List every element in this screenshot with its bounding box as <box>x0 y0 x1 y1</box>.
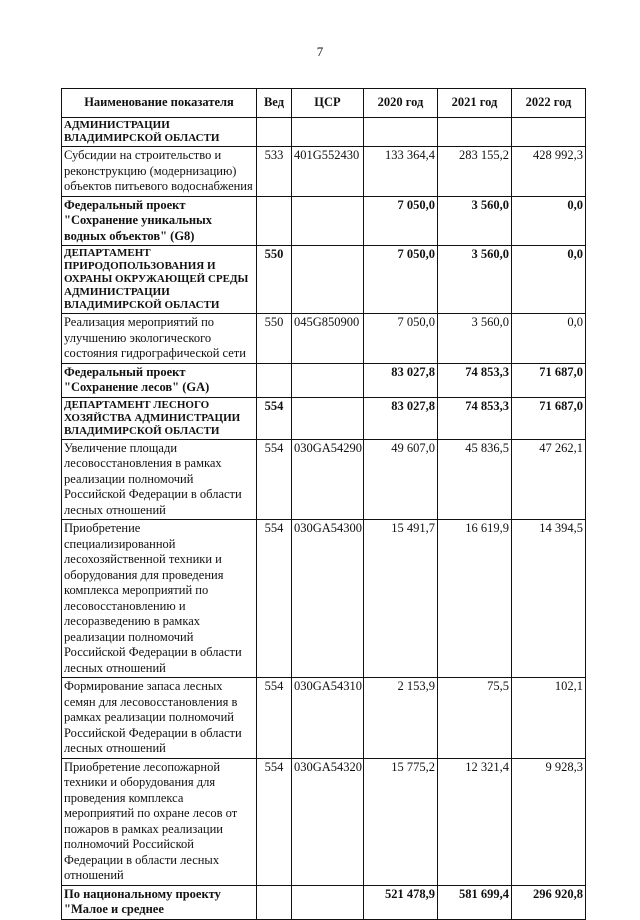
page-number: 7 <box>316 44 324 59</box>
row-2022: 71 687,0 <box>512 397 586 439</box>
row-2021: 3 560,0 <box>438 314 512 364</box>
row-ved: 554 <box>257 758 292 885</box>
row-2022: 47 262,1 <box>512 439 586 520</box>
row-2020: 7 050,0 <box>364 196 438 246</box>
row-2021: 45 836,5 <box>438 439 512 520</box>
table-row <box>62 118 586 147</box>
row-2022: 71 687,0 <box>512 363 586 397</box>
row-ved: 554 <box>257 678 292 759</box>
row-2022: 428 992,3 <box>512 147 586 197</box>
row-2022: 9 928,3 <box>512 758 586 885</box>
table-row <box>62 246 586 314</box>
row-2022: 102,1 <box>512 678 586 759</box>
row-2022: 14 394,5 <box>512 520 586 678</box>
row-2021: 3 560,0 <box>438 196 512 246</box>
row-name: АДМИНИСТРАЦИИ ВЛАДИМИРСКОЙ ОБЛАСТИ <box>62 118 257 147</box>
row-name: Формирование запаса лесных семян для лесовосстановления в рамках реализации полномочий Российской Федерации в области лесных отношений <box>62 678 257 759</box>
header-2021: 2021 год <box>438 89 512 118</box>
row-2022 <box>512 118 586 147</box>
row-2021: 283 155,2 <box>438 147 512 197</box>
table-header-row <box>62 89 586 118</box>
table-row <box>62 758 586 885</box>
row-csr: 401G552430 <box>292 147 364 197</box>
row-name: Федеральный проект "Сохранение лесов" (GA) <box>62 363 257 397</box>
row-2020: 49 607,0 <box>364 439 438 520</box>
row-2022: 0,0 <box>512 196 586 246</box>
row-ved: 533 <box>257 147 292 197</box>
table-row <box>62 196 586 246</box>
row-2021 <box>438 118 512 147</box>
row-name: Федеральный проект "Сохранение уникальных водных объектов" (G8) <box>62 196 257 246</box>
row-2020: 7 050,0 <box>364 246 438 314</box>
table-row <box>62 520 586 678</box>
table-row <box>62 885 586 919</box>
row-ved: 550 <box>257 246 292 314</box>
row-2021: 3 560,0 <box>438 246 512 314</box>
table-row <box>62 678 586 759</box>
header-name: Наименование показателя <box>62 89 257 118</box>
table-row <box>62 397 586 439</box>
row-ved: 554 <box>257 397 292 439</box>
row-2020: 15 775,2 <box>364 758 438 885</box>
row-name: По национальному проекту "Малое и среднее <box>62 885 257 919</box>
row-2021: 74 853,3 <box>438 397 512 439</box>
header-csr: ЦСР <box>292 89 364 118</box>
row-ved <box>257 196 292 246</box>
row-ved: 550 <box>257 314 292 364</box>
header-2022: 2022 год <box>512 89 586 118</box>
row-ved: 554 <box>257 520 292 678</box>
header-ved: Вед <box>257 89 292 118</box>
row-name: Реализация мероприятий по улучшению экологического состояния гидрографической сети <box>62 314 257 364</box>
row-name: ДЕПАРТАМЕНТ ЛЕСНОГО ХОЗЯЙСТВА АДМИНИСТРАЦИИ ВЛАДИМИРСКОЙ ОБЛАСТИ <box>62 397 257 439</box>
row-name: ДЕПАРТАМЕНТ ПРИРОДОПОЛЬЗОВАНИЯ И ОХРАНЫ ОКРУЖАЮЩЕЙ СРЕДЫ АДМИНИСТРАЦИИ ВЛАДИМИРСКОЙ ОБЛАСТИ <box>62 246 257 314</box>
row-name: Увеличение площади лесовосстановления в рамках реализации полномочий Российской Федерации в области лесных отношений <box>62 439 257 520</box>
row-2020: 133 364,4 <box>364 147 438 197</box>
row-2020: 83 027,8 <box>364 397 438 439</box>
table-row <box>62 147 586 197</box>
row-ved <box>257 885 292 919</box>
row-2022: 0,0 <box>512 246 586 314</box>
row-name: Приобретение лесопожарной техники и оборудования для проведения комплекса мероприятий по охране лесов от пожаров в рамках реализации полномочий Российской Федерации в области лесных отношений <box>62 758 257 885</box>
row-2022: 0,0 <box>512 314 586 364</box>
row-csr <box>292 363 364 397</box>
row-ved: 554 <box>257 439 292 520</box>
row-ved <box>257 363 292 397</box>
row-2021: 75,5 <box>438 678 512 759</box>
table-row <box>62 439 586 520</box>
row-csr: 030GA54300 <box>292 520 364 678</box>
row-name: Приобретение специализированной лесохозяйственной техники и оборудования для проведения комплекса мероприятий по лесовосстановлению и лесоразведению в рамках реализации полномочий Российской Федерации в области лесных отношений <box>62 520 257 678</box>
budget-table <box>61 88 586 920</box>
row-csr <box>292 196 364 246</box>
row-csr <box>292 118 364 147</box>
row-csr: 030GA54310 <box>292 678 364 759</box>
row-csr <box>292 397 364 439</box>
row-csr <box>292 246 364 314</box>
row-csr: 030GA54320 <box>292 758 364 885</box>
row-ved <box>257 118 292 147</box>
row-2021: 74 853,3 <box>438 363 512 397</box>
row-2020: 521 478,9 <box>364 885 438 919</box>
row-2022: 296 920,8 <box>512 885 586 919</box>
row-2020: 7 050,0 <box>364 314 438 364</box>
row-name: Субсидии на строительство и реконструкцию (модернизацию) объектов питьевого водоснабжения <box>62 147 257 197</box>
row-csr: 045G850900 <box>292 314 364 364</box>
row-2021: 12 321,4 <box>438 758 512 885</box>
row-2020: 83 027,8 <box>364 363 438 397</box>
row-2020: 15 491,7 <box>364 520 438 678</box>
row-2020: 2 153,9 <box>364 678 438 759</box>
header-2020: 2020 год <box>364 89 438 118</box>
row-csr <box>292 885 364 919</box>
row-2021: 581 699,4 <box>438 885 512 919</box>
table-row <box>62 363 586 397</box>
row-csr: 030GA54290 <box>292 439 364 520</box>
table-row <box>62 314 586 364</box>
row-2021: 16 619,9 <box>438 520 512 678</box>
row-2020 <box>364 118 438 147</box>
